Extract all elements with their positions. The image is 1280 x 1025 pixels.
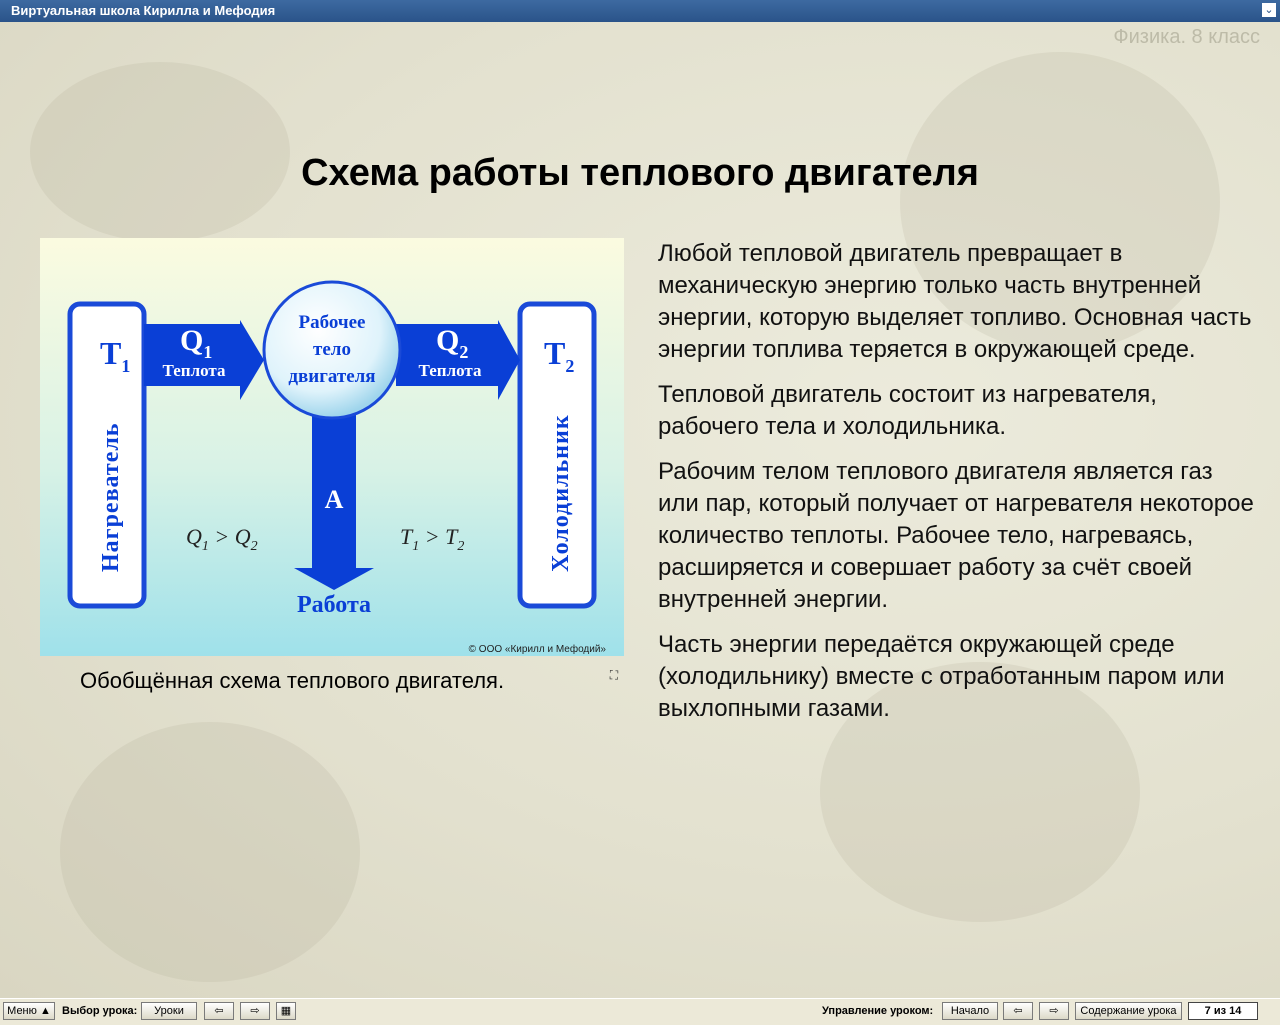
relation-t: $T_1 > T_2$ <box>400 524 465 554</box>
body-line-1: Рабочее <box>298 312 366 333</box>
calculator-icon[interactable]: ▦ <box>276 1002 296 1020</box>
heater-t-label: $T_1$ <box>100 335 131 376</box>
lesson-control-label: Управление уроком: <box>822 1005 934 1017</box>
lessons-button[interactable]: Уроки <box>141 1002 197 1020</box>
lesson-text <box>658 238 1258 738</box>
paragraph: Любой тепловой двигатель превращает в механическую энергию только часть внутренней энергии, которую выделяет топливо. Основная часть энергии топлива теряется в окружающей среде. <box>658 240 1252 363</box>
cooler-label: Холодильник <box>548 414 574 572</box>
expand-icon[interactable]: ⛶ <box>609 668 619 682</box>
window-title: Виртуальная школа Кирилла и Мефодия <box>11 3 276 18</box>
paragraph: Тепловой двигатель состоит из нагревателя, рабочего тела и холодильника. <box>658 381 1157 440</box>
menu-button[interactable]: Меню ▲ <box>3 1002 55 1020</box>
q2-heat-label: Теплота <box>418 361 482 380</box>
background-decoration <box>60 722 360 982</box>
q1-label: $Q_1$ <box>180 324 213 362</box>
bottom-toolbar <box>0 998 1280 1025</box>
body-line-3: двигателя <box>288 366 376 387</box>
page-title: Схема работы теплового двигателя <box>301 152 979 194</box>
cooler-t-label: $T_2$ <box>544 335 575 376</box>
arrow-right-icon[interactable]: ⇨ <box>1039 1002 1069 1020</box>
lesson-select-label: Выбор урока: <box>62 1005 138 1017</box>
copyright-label: © ООО «Кирилл и Мефодий» <box>468 644 606 655</box>
lesson-contents-button[interactable]: Содержание урока <box>1075 1002 1182 1020</box>
chevron-down-icon[interactable]: ⌄ <box>1262 3 1276 17</box>
slide <box>0 22 1280 998</box>
work-a-label: A <box>324 485 344 514</box>
subject-label: Физика. 8 класс <box>1113 26 1260 48</box>
title-bar <box>0 0 1280 22</box>
arrow-left-icon[interactable]: ⇦ <box>1003 1002 1033 1020</box>
start-button[interactable]: Начало <box>942 1002 998 1020</box>
relation-q: $Q_1 > Q_2$ <box>186 524 258 554</box>
q2-label: $Q_2$ <box>436 324 469 362</box>
q1-heat-label: Теплота <box>162 361 226 380</box>
body-line-2: тело <box>313 339 351 360</box>
heater-label: Нагреватель <box>98 422 124 572</box>
work-label: Работа <box>296 592 372 618</box>
page-counter: 7 из 14 <box>1188 1002 1258 1020</box>
heat-engine-diagram[interactable] <box>40 238 624 656</box>
paragraph: Рабочим телом теплового двигателя является газ или пар, который получает от нагревателя некоторое количество теплоты. Рабочее тело, нагреваясь, расширяется и совершает работу за счёт своей внутренней энергии. <box>658 458 1254 613</box>
paragraph: Часть энергии передаётся окружающей среде (холодильнику) вместе с отработанным паром или выхлопными газами. <box>658 631 1225 722</box>
arrow-right-icon[interactable]: ⇨ <box>240 1002 270 1020</box>
diagram-svg <box>40 238 624 656</box>
figure-caption: Обобщённая схема теплового двигателя. <box>80 668 505 693</box>
arrow-left-icon[interactable]: ⇦ <box>204 1002 234 1020</box>
